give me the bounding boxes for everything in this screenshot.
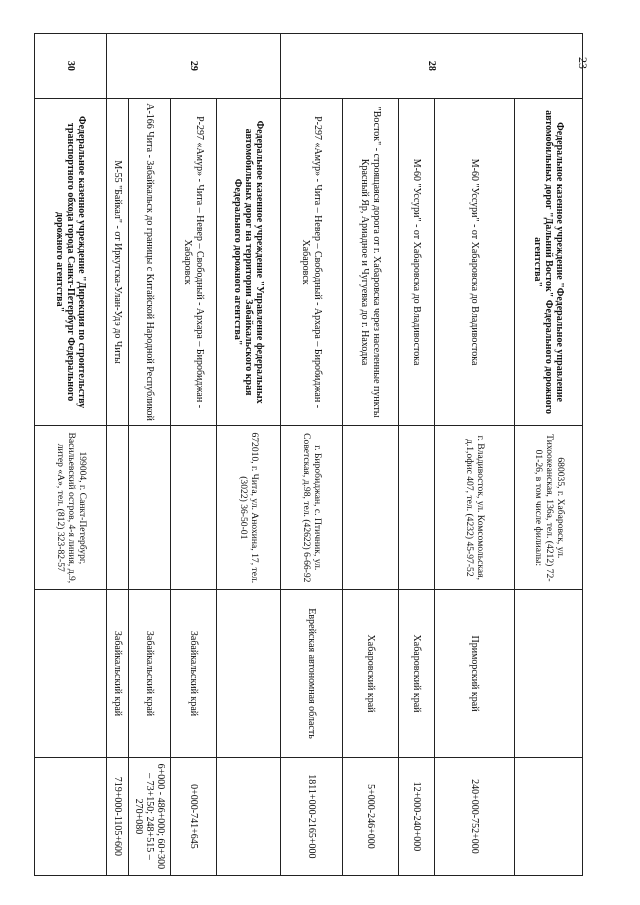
row-number: 28	[281, 34, 583, 99]
address-cell: г. Владивосток, ул. Комсомольская, д.1,офис 407, тел. (4232) 45-97-52	[435, 426, 515, 590]
road-cell: Р-297 «Амур» - Чита – Невер – Свободный - Архара – Биробиджан - Хабаровск	[281, 98, 343, 426]
region-cell	[35, 590, 107, 758]
region-cell	[217, 590, 281, 758]
row-number: 30	[35, 34, 107, 99]
table-row	[435, 34, 515, 876]
table-row	[107, 34, 129, 876]
km-range-cell	[217, 757, 281, 875]
page-number: 23	[576, 57, 590, 69]
table-row	[515, 34, 583, 876]
address-cell: 680035, г. Хабаровск, ул. Тихоокеанская, 136а, тел. (4212) 72-01-26, в том числе филиалы:	[515, 426, 583, 590]
organization-cell: Федеральное казенное учреждение "Управление федеральных автомобильных дорог на территории Забайкальского края Федерального дорожного агентства"	[217, 98, 281, 426]
address-cell: 199004, г. Санкт-Петербург, Васильевский остров, 4-я линия, д.9, литер «А», тел. (812) 323-82-57	[35, 426, 107, 590]
table-row	[281, 34, 343, 876]
region-cell: Приморский край	[435, 590, 515, 758]
table-row	[399, 34, 435, 876]
address-cell: г. Биробиджан, с. Птичник, ул. Советская, д.98, тел. (42622) 6-66-92	[281, 426, 343, 590]
km-range-cell: 1811+000-2165+000	[281, 757, 343, 875]
region-cell: Хабаровский край	[343, 590, 399, 758]
organization-cell: Федеральное казенное учреждение "Дирекция по строительству транспортного обхода города Санкт-Петербург Федерального дорожного агентства"	[35, 98, 107, 426]
table-row	[343, 34, 399, 876]
table-row	[129, 34, 171, 876]
road-cell: А-166 Чита - Забайкальск до границы с Китайской Народной Республикой	[129, 98, 171, 426]
km-range-cell: 12+000-240+000	[399, 757, 435, 875]
km-range-cell	[515, 757, 583, 875]
region-cell	[515, 590, 583, 758]
road-cell: М-60 "Уссури" - от Хабаровска до Владивостока	[399, 98, 435, 426]
region-cell: Забайкальский край	[171, 590, 217, 758]
row-number: 29	[107, 34, 281, 99]
km-range-cell: 719+000-1105+600	[107, 757, 129, 875]
road-cell: "Восток" - строящаяся дорога от г. Хабаровска через населенные пункты Красный Яр, Ариадное и Чугуевка до г. Находка	[343, 98, 399, 426]
region-cell: Забайкальский край	[107, 590, 129, 758]
table-row	[217, 34, 281, 876]
region-cell: Хабаровский край	[399, 590, 435, 758]
km-range-cell: 5+000-246+000	[343, 757, 399, 875]
address-cell	[399, 426, 435, 590]
km-range-cell	[35, 757, 107, 875]
address-cell	[171, 426, 217, 590]
road-cell: Р-297 «Амур» - Чита – Невер – Свободный - Архара – Биробиджан - Хабаровск	[171, 98, 217, 426]
road-cell: М-55 "Байкал" - от Иркутска-Улан-Удэ до Читы	[107, 98, 129, 426]
address-cell	[343, 426, 399, 590]
road-management-table	[34, 33, 583, 876]
region-cell: Забайкальский край	[129, 590, 171, 758]
address-cell	[107, 426, 129, 590]
address-cell	[129, 426, 171, 590]
table-row	[35, 34, 107, 876]
rotated-page	[47, 33, 583, 876]
region-cell: Еврейская автономная область	[281, 590, 343, 758]
km-range-cell: 240+000-752+000	[435, 757, 515, 875]
km-range-cell: 0+000-741+645	[171, 757, 217, 875]
table-row	[171, 34, 217, 876]
road-cell: М-60 "Уссури" - от Хабаровска до Владивостока	[435, 98, 515, 426]
organization-cell: Федеральное казенное учреждение "Федеральное управление автомобильных дорог "Дальний Восток" Федерального дорожного агентства"	[515, 98, 583, 426]
km-range-cell: 6+000 - 486+000; 60+300 – 73+150; 248+515 – 270+080	[129, 757, 171, 875]
address-cell: 672010, г. Чита, ул. Анохина, 17, тел. (3022) 36-50-01	[217, 426, 281, 590]
